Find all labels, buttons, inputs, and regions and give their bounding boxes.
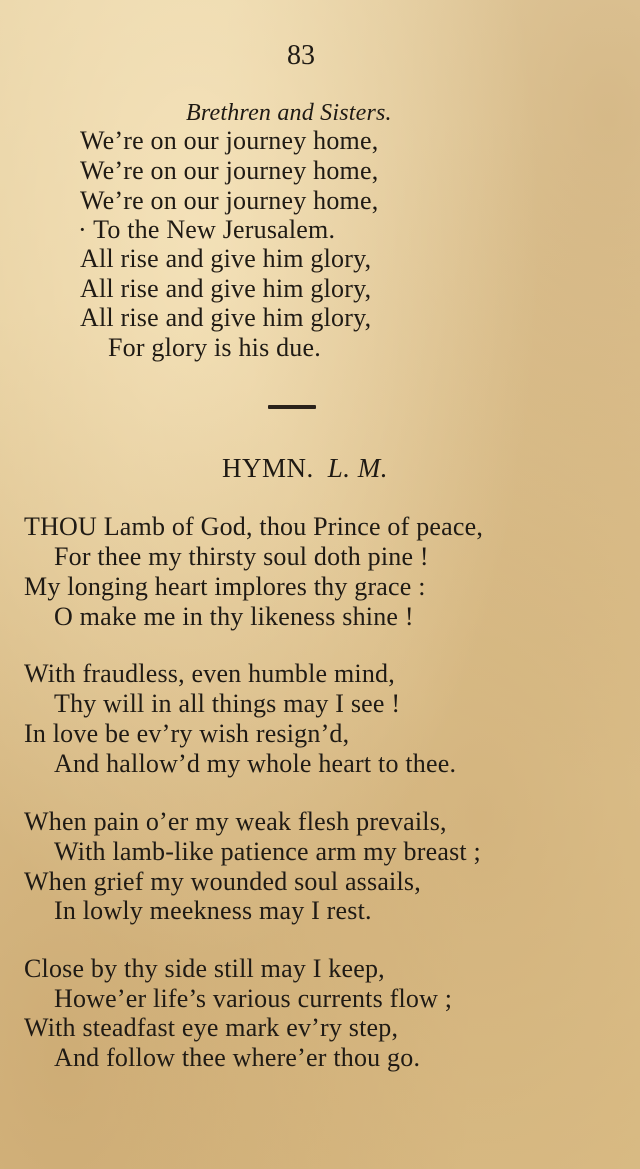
hymn-line: Close by thy side still may I keep, xyxy=(24,954,385,983)
hymn-title-text: HYMN. xyxy=(222,453,314,483)
chorus-line: We’re on our journey home, xyxy=(80,186,379,215)
hymn-line: My longing heart implores thy grace : xyxy=(24,572,426,601)
hymn-line: In love be ev’ry wish resign’d, xyxy=(24,719,350,748)
chorus-line: All rise and give him glory, xyxy=(80,244,372,273)
hymn-line: THOU Lamb of God, thou Prince of peace, xyxy=(24,512,484,541)
hymn-line: And hallow’d my whole heart to thee. xyxy=(54,749,457,778)
chorus-line: For glory is his due. xyxy=(108,333,321,362)
chorus-line: All rise and give him glory, xyxy=(80,274,372,303)
hymn-line: With fraudless, even humble mind, xyxy=(24,659,395,688)
hymn-title xyxy=(222,452,388,484)
section-divider xyxy=(268,405,316,409)
hymn-line: For thee my thirsty soul doth pine ! xyxy=(54,542,429,571)
hymn-line: Howe’er life’s various currents flow ; xyxy=(54,984,453,1013)
hymn-line: Thy will in all things may I see ! xyxy=(54,689,401,718)
chorus-heading: Brethren and Sisters. xyxy=(186,100,392,126)
hymn-line: And follow thee where’er thou go. xyxy=(54,1043,421,1072)
chorus-line: We’re on our journey home, xyxy=(80,156,379,185)
hymn-line: O make me in thy likeness shine ! xyxy=(54,602,414,631)
hymn-line: When pain o’er my weak flesh prevails, xyxy=(24,807,447,836)
hymn-line: In lowly meekness may I rest. xyxy=(54,896,372,925)
hymn-meter: L. M. xyxy=(327,453,389,483)
page-number: 83 xyxy=(287,40,315,71)
chorus-line: · To the New Jerusalem. xyxy=(78,215,336,244)
chorus-line: All rise and give him glory, xyxy=(80,303,372,332)
chorus-line: We’re on our journey home, xyxy=(80,126,379,155)
hymn-line: When grief my wounded soul assails, xyxy=(24,867,421,896)
hymn-line: With lamb-like patience arm my breast ; xyxy=(54,837,481,866)
hymn-line: With steadfast eye mark ev’ry step, xyxy=(24,1013,399,1042)
